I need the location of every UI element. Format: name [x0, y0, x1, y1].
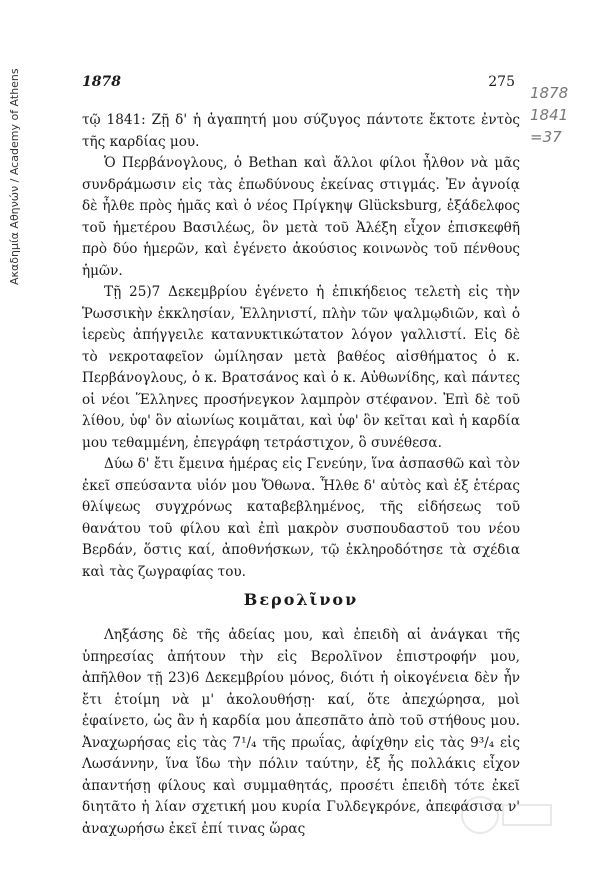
- body-text-top: [82, 110, 520, 583]
- handwritten-margin-notes: [530, 82, 590, 148]
- margin-note: 1841: [530, 106, 569, 124]
- margin-note: 1878: [530, 84, 569, 102]
- paragraph: Ὁ Περβάνογλους, ὁ Bethan καὶ ἄλλοι φίλοι ἦλθον νὰ μᾶς συνδράμωσιν εἰς τὰς ἐπωδύνους ἐκείνας στιγμάς. Ἐν ἀγνοίᾳ δὲ ἦλθε πρὸς ἡμᾶς καὶ ὁ νέος Πρίγκηψ Glücksburg, ἐξάδελφος τοῦ ἡμετέρου Βασιλέως, ὃν μετὰ τοῦ Ἀλέξη εἶχον ἐπισκεφθῆ πρὸ δύο ἡμερῶν, καὶ ἐγένετο ἀκούσιος κοινωνὸς τοῦ πένθους ἡμῶν.: [82, 155, 520, 279]
- section-heading: Βερολῖνον: [243, 590, 359, 609]
- paragraph: Δύω δ' ἔτι ἔμεινα ἡμέρας εἰς Γενεύην, ἵνα ἀσπασθῶ καὶ τὸν ἐκεῖ σπεύσαντα υἱόν μου Ὄθωνα. Ἦλθε δ' αὐτὸς καὶ ἐξ ἑτέρας θλίψεως συγχρόνως καταβεβλημένος, τῆς εἰδήσεως τοῦ θανάτου τοῦ φίλου καὶ ἐπὶ μακρὸν συσπουδαστοῦ του νέου Βερδάν, ὅστις καί, ἀποθνήσκων, τῷ ἐκληροδότησε τὰ σχέδια καὶ τὰς ζωγραφίας του.: [82, 456, 520, 580]
- paragraph: τῷ 1841: Ζῇ δ' ἡ ἀγαπητή μου σύζυγος πάντοτε ἔκτοτε ἐντὸς τῆς καρδίας μου.: [82, 112, 520, 150]
- archive-watermark: Ακαδημία Αθηνών / Academy of Athens: [8, 68, 21, 285]
- header-year: 1878: [82, 74, 121, 90]
- page-number: 275: [488, 74, 515, 90]
- paragraph: Τῇ 25)7 Δεκεμβρίου ἐγένετο ἡ ἐπικήδειος τελετὴ εἰς τὴν Ῥωσσικὴν ἐκκλησίαν, Ἑλληνιστί, πλὴν τῶν ψαλμῳδιῶν, καὶ ὁ ἱερεὺς ἀπήγγειλε κατανυκτικώτατον λόγον γαλλιστί. Εἰς δὲ τὸ νεκροταφεῖον ὡμίλησαν μετὰ βαθέος αἰσθήματος ὁ κ. Περβάνογλους, ὁ κ. Βρατσάνος καὶ ὁ κ. Αὐθωνίδης, καὶ πάντες οἱ νέοι Ἕλληνες προσήνεγκον λαμπρὸν στέφανον. Ἐπὶ δὲ τοῦ λίθου, ὑφ' ὃν αἰωνίως κοιμᾶται, καὶ ὑφ' ὃν κεῖται καὶ ἡ καρδία μου τεθαμμένη, ἐπεγράφη τετράστιχον, ὃ συνέθεσα.: [82, 284, 520, 451]
- paragraph: Ληξάσης δὲ τῆς ἀδείας μου, καὶ ἐπειδὴ αἱ ἀνάγκαι τῆς ὑπηρεσίας ἀπήτουν τὴν εἰς Βερολῖνον ἐπιστροφήν μου, ἀπῆλθον τῇ 23)6 Δεκεμβρίου μόνος, διότι ἡ οἰκογένεια δὲν ἦν ἔτι ἑτοίμη νὰ μ' ἀκολουθήσῃ· καί, ὅτε ἀπεχώρησα, μοὶ ἐφαίνετο, ὡς ἂν ἡ καρδία μου ἀπεσπᾶτο ἀπὸ τοῦ στήθους μου. Ἀναχωρήσας εἰς τὰς 7¹/₄ τῆς πρωΐας, ἀφίχθην εἰς τὰς 9³/₄ εἰς Λωσάννην, ἵνα ἴδω τὴν πόλιν ταύτην, ἐξ ἧς πολλάκις εἶχον ἀπαντήσῃ φίλους καὶ συμμαθητάς, προσέτι ἐπειδὴ τότε ἐκεῖ διητᾶτο ἡ λίαν σχετική μου κυρία Γυλδεγκρόνε, ἀπεφάσισα ν' ἀναχωρήσω ἐκεῖ ἐπί τινας ὥρας: [82, 627, 520, 837]
- library-stamp-icon: [455, 790, 555, 840]
- margin-note: =37: [530, 128, 562, 146]
